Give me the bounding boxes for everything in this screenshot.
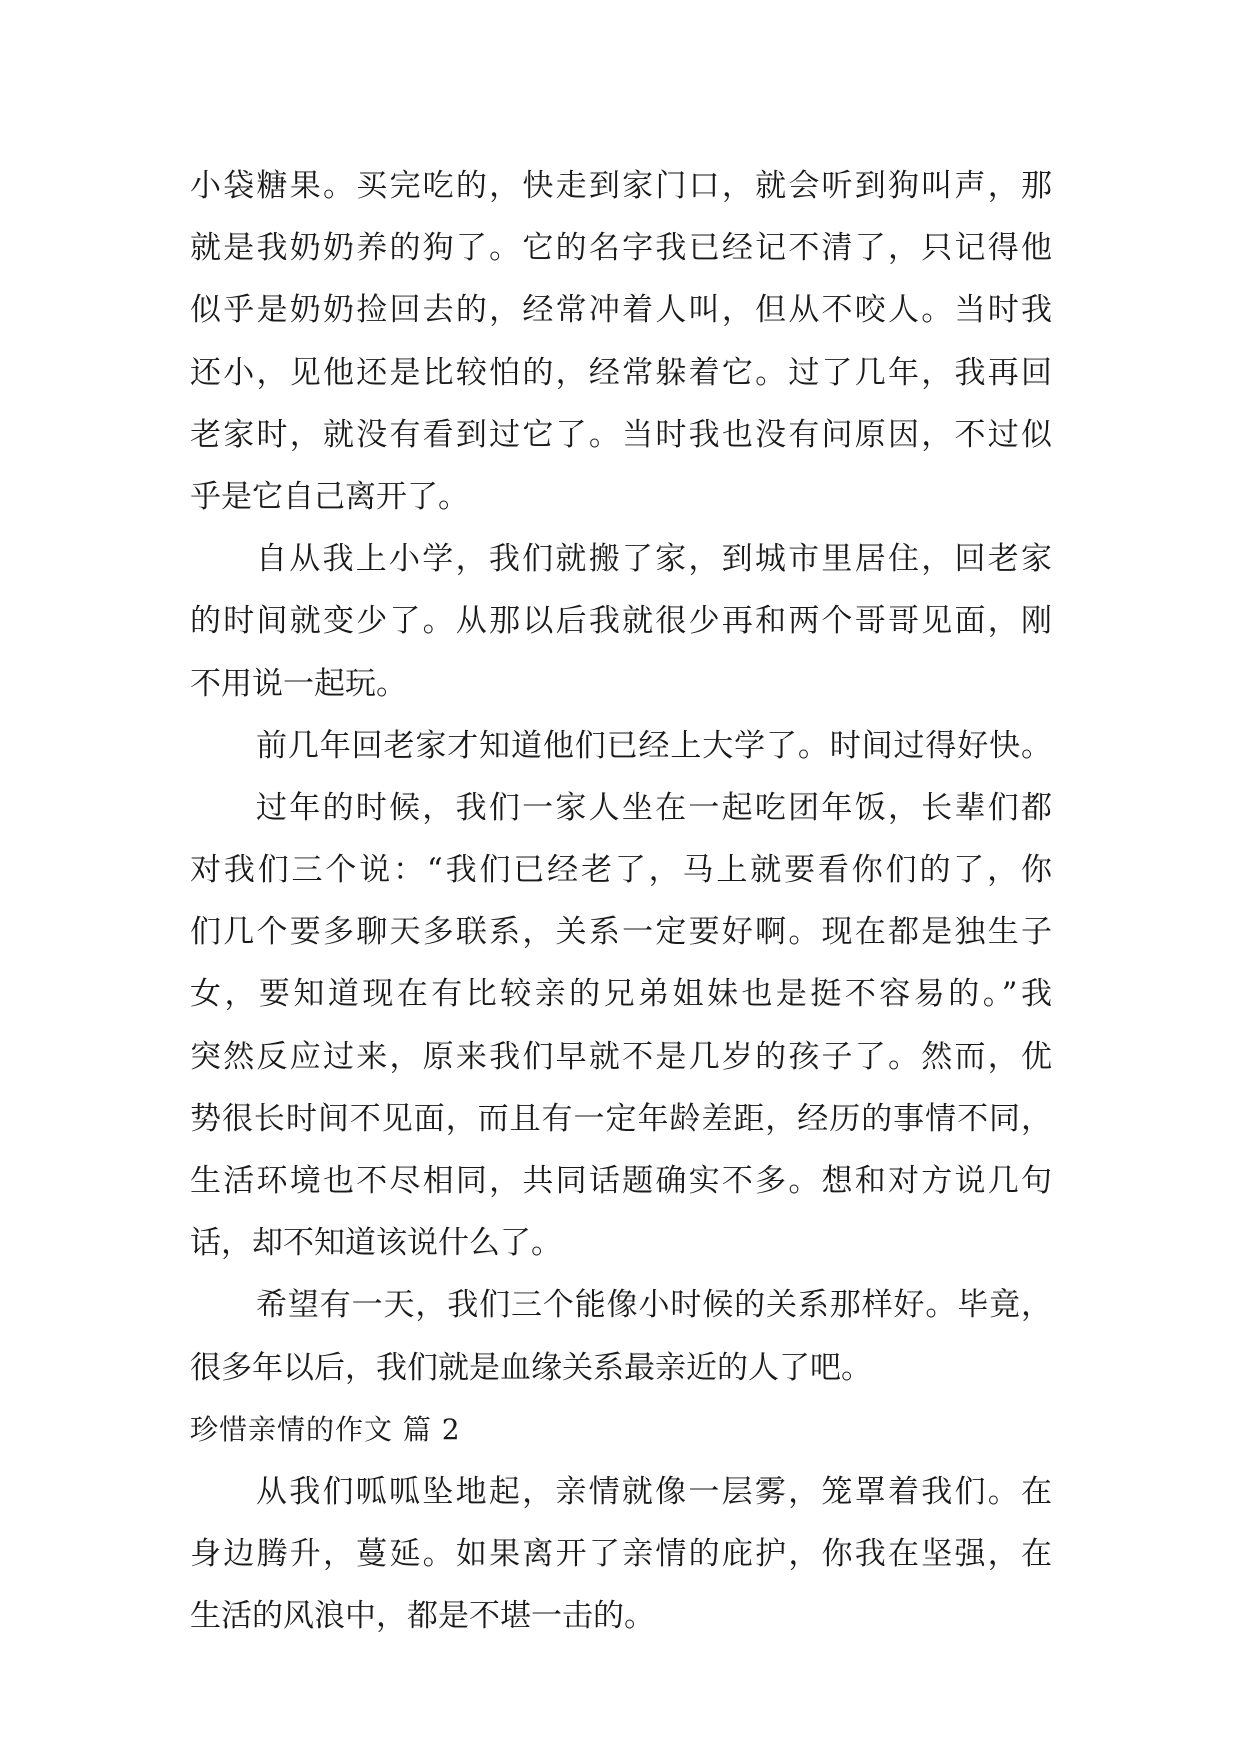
text-line: 生活的风浪中，都是不堪一击的。 [190,1598,655,1635]
text-line: 突然反应过来，原来我们早就不是几岁的孩子了。然而，优 [190,1038,1052,1075]
text-line: 老家时，就没有看到过它了。当时我也没有问原因，不过似 [190,416,1052,453]
text-line: 生活环境也不尽相同，共同话题确实不多。想和对方说几句 [190,1163,1052,1199]
section-heading: 珍惜亲情的作文 篇 2 [190,1412,461,1446]
text-line: 过年的时候，我们一家人坐在一起吃团年饭，长辈们都 [256,789,1052,826]
text-line: 就是我奶奶养的狗了。它的名字我已经记不清了，只记得他 [190,230,1052,267]
text-line: 很多年以后，我们就是血缘关系最亲近的人了吧。 [190,1349,872,1386]
text-line: 似乎是奶奶捡回去的，经常冲着人叫，但从不咬人。当时我 [190,292,1052,329]
text-line: 身边腾升，蔓延。如果离开了亲情的庇护，你我在坚强，在 [190,1536,1052,1573]
text-line: 的时间就变少了。从那以后我就很少再和两个哥哥见面，刚 [190,603,1052,640]
document-body [190,155,1052,1648]
text-line: 还小，见他还是比较怕的，经常躲着它。过了几年，我再回 [190,354,1052,391]
text-line: 自从我上小学，我们就搬了家，到城市里居住，回老家 [256,541,1052,578]
text-line: 乎是它自己离开了。 [190,478,469,515]
text-line: 前几年回老家才知道他们已经上大学了。时间过得好快。 [256,727,1052,764]
text-line: 小袋糖果。买完吃的，快走到家门口，就会听到狗叫声，那 [190,168,1052,204]
text-line: 势很长时间不见面，而且有一定年龄差距，经历的事情不同， [190,1100,1052,1137]
text-line: 话，却不知道该说什么了。 [190,1225,562,1262]
text-line: 不用说一起玩。 [190,665,407,702]
text-line: 们几个要多聊天多联系，关系一定要好啊。现在都是独生子 [190,914,1052,951]
text-line: 从我们呱呱坠地起，亲情就像一层雾，笼罩着我们。在 [256,1473,1052,1510]
text-line: 对我们三个说：“我们已经老了，马上就要看你们的了，你 [190,852,1052,889]
text-line: 希望有一天，我们三个能像小时候的关系那样好。毕竟， [256,1287,1052,1324]
text-line: 女，要知道现在有比较亲的兄弟姐妹也是挺不容易的。”我 [190,976,1052,1013]
